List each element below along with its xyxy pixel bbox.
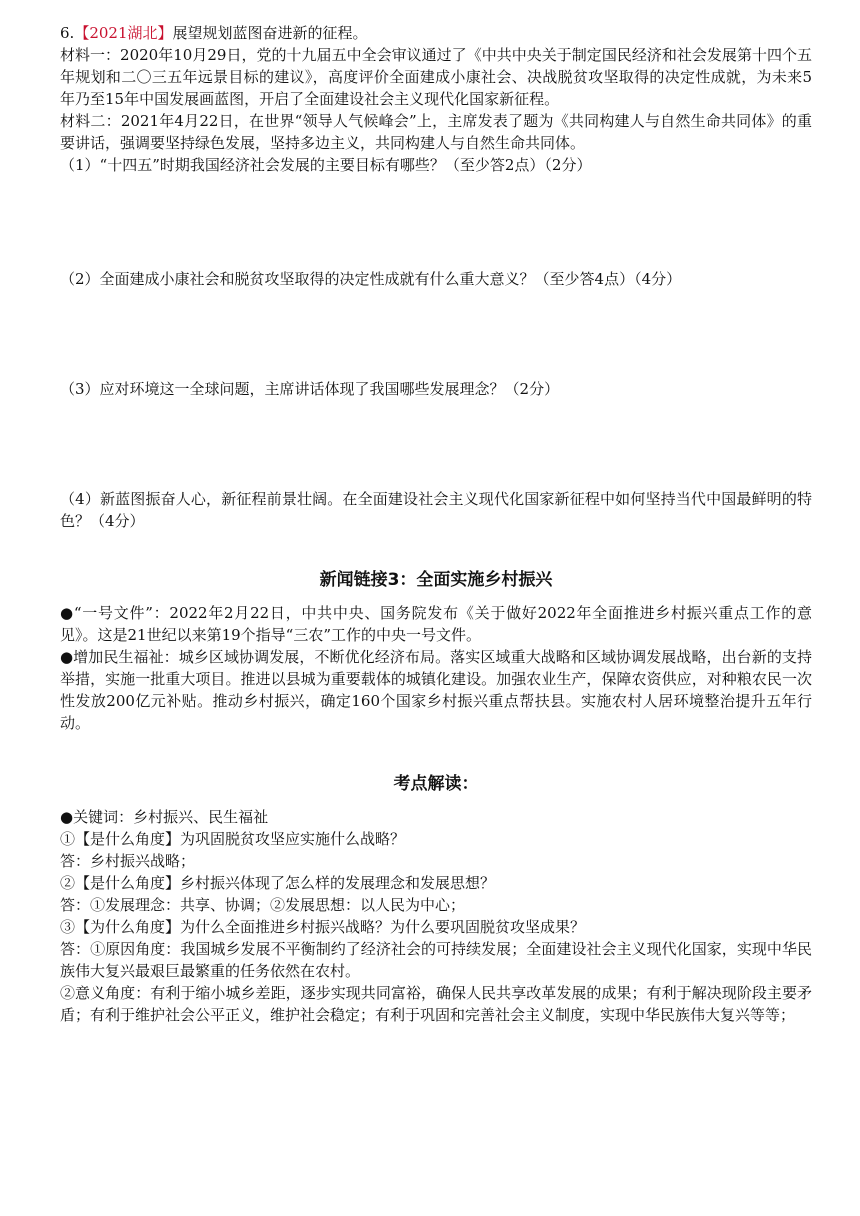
news-item-1: ●“一号文件”：2022年2月22日，中共中央、国务院发布《关于做好2022年全面推进乡村振兴重点工作的意见》。这是21世纪以来第19个指导“三农”工作的中央一号文件。 — [60, 604, 812, 644]
sub-question-2: （2）全面建成小康社会和脱贫攻坚取得的决定性成就有什么重大意义？（至少答4点）（4分） — [60, 270, 682, 288]
question-6-title — [60, 22, 812, 44]
answer-space-3 — [60, 400, 812, 488]
document-page — [60, 22, 812, 1026]
answer-space-2 — [60, 290, 812, 378]
analysis-question-2: ②【是什么角度】乡村振兴体现了怎么样的发展理念和发展思想？ — [60, 874, 496, 892]
analysis-heading: 考点解读： — [393, 774, 479, 794]
analysis-question-1: ①【是什么角度】为巩固脱贫攻坚应实施什么战略？ — [60, 830, 406, 848]
answer-space-4 — [60, 532, 812, 568]
sub-question-4: （4）新蓝图振奋人心，新征程前景壮阔。在全面建设社会主义现代化国家新征程中如何坚持当代中国最鲜明的特色？（4分） — [60, 490, 812, 530]
sub-question-3: （3）应对环境这一全球问题，主席讲话体现了我国哪些发展理念？（2分） — [60, 380, 560, 398]
sub-question-1: （1）“十四五”时期我国经济社会发展的主要目标有哪些？（至少答2点）（2分） — [60, 156, 592, 174]
analysis-question-3: ③【为什么角度】为什么全面推进乡村振兴战略？为什么要巩固脱贫攻坚成果？ — [60, 918, 586, 936]
material-2: 材料二：2021年4月22日，在世界“领导人气候峰会”上，主席发表了题为《共同构建人与自然生命共同体》的重要讲话，强调要坚持绿色发展，坚持多边主义，共同构建人与自然生命共同体。 — [60, 112, 812, 152]
answer-space-1 — [60, 176, 812, 268]
question-title: 展望规划蓝图奋进新的征程。 — [172, 24, 368, 42]
analysis-answer-3-reason: 答：①原因角度：我国城乡发展不平衡制约了经济社会的可持续发展；全面建设社会主义现代化国家，实现中华民族伟大复兴最艰巨最繁重的任务依然在农村。 — [60, 940, 812, 980]
material-1: 材料一：2020年10月29日，党的十九届五中全会审议通过了《中共中央关于制定国民经济和社会发展第十四个五年规划和二〇三五年远景目标的建议》，高度评价全面建成小康社会、决战脱贫攻坚取得的决定性成就，为未来5年乃至15年中国发展画蓝图，开启了全面建设社会主义现代化国家新征程。 — [60, 46, 812, 108]
news-item-2: ●增加民生福祉：城乡区域协调发展，不断优化经济布局。落实区域重大战略和区域协调发展战略，出台新的支持举措，实施一批重大项目。推进以县城为重要载体的城镇化建设。加强农业生产，保障农资供应，对种粮农民一次性发放200亿元补贴。推动乡村振兴，确定160个国家乡村振兴重点帮扶县。实施农村人居环境整治提升五年行动。 — [60, 648, 812, 732]
news-heading: 新闻链接3：全面实施乡村振兴 — [319, 570, 553, 590]
keywords: ●关键词：乡村振兴、民生福祉 — [60, 808, 269, 826]
analysis-answer-2: 答：①发展理念：共享、协调；②发展思想：以人民为中心； — [60, 896, 466, 914]
question-number: 6. — [60, 24, 75, 42]
source-tag: 【2021湖北】 — [74, 24, 173, 42]
analysis-answer-3-significance: ②意义角度：有利于缩小城乡差距，逐步实现共同富裕，确保人民共享改革发展的成果；有利于解决现阶段主要矛盾；有利于维护社会公平正义，维护社会稳定；有利于巩固和完善社会主义制度，实现中华民族伟大复兴等等； — [60, 984, 812, 1024]
analysis-answer-1: 答：乡村振兴战略； — [60, 852, 196, 870]
